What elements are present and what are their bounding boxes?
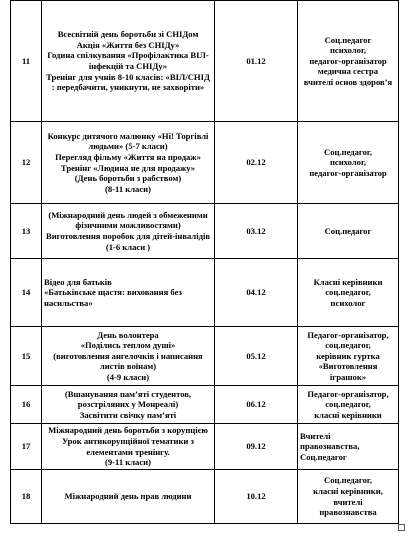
event-date: 01.12: [215, 1, 298, 122]
responsible-persons: Соц.педагог: [298, 204, 399, 259]
table-row: [11, 122, 399, 204]
event-description: Міжнародний день боротьби з корупцією Урок антикорупційної тематики з елементами тренінгу. (9-11 класи): [42, 424, 215, 470]
table-row: [11, 470, 399, 524]
responsible-persons: Соц.педагог психолог, педагог-організатор медична сестра вчителі основ здоров’я: [298, 1, 399, 122]
table-row: [11, 1, 399, 122]
row-number: 15: [11, 327, 42, 386]
event-description: (Міжнародний день людей з обмеженими фізичними можливостями) Виготовлення поробок для дітей-інвалідів (1-6 класи ): [42, 204, 215, 259]
event-description: Відео для батьків «Батьківське щастя: виховання без насильства»: [42, 259, 215, 327]
event-description: Всесвітній день боротьби зі СНІДом Акція «Життя без СНІДу» Година спілкування «Профілактика ВІЛ-інфекцій та СНІДу» Тренінг для учнів 8-10 класів: «ВІЛ/СНІД : передбачити, уникнути, не захворіти»: [42, 1, 215, 122]
event-description: Конкурс дитячого малюнку «Ні! Торгівлі людьми» (5-7 класи) Перегляд фільму «Життя на продаж» Тренінг «Людина не для продажу» (День боротьби з рабством) (8-11 класи): [42, 122, 215, 204]
row-number: 12: [11, 122, 42, 204]
responsible-persons: Соц.педагог, класні керівники, вчителі правознавства: [298, 470, 399, 524]
event-date: 05.12: [215, 327, 298, 386]
row-number: 14: [11, 259, 42, 327]
event-date: 10.12: [215, 470, 298, 524]
paragraph-end-mark: [398, 524, 405, 531]
table-row: [11, 204, 399, 259]
event-description: Міжнародний день прав людини: [42, 470, 215, 524]
table-row: [11, 386, 399, 424]
event-description: (Вшанування пам’яті студентов, розстріляних у Монреалі) Засвітити свічку пам’яті: [42, 386, 215, 424]
responsible-persons: Класні керівники соц.педагог, психолог: [298, 259, 399, 327]
table-row: [11, 424, 399, 470]
table-row: [11, 259, 399, 327]
event-date: 06.12: [215, 386, 298, 424]
event-date: 04.12: [215, 259, 298, 327]
row-number: 18: [11, 470, 42, 524]
responsible-persons: Соц.педагог, психолог, педагог-організатор: [298, 122, 399, 204]
row-number: 16: [11, 386, 42, 424]
table-row: [11, 327, 399, 386]
row-number: 13: [11, 204, 42, 259]
responsible-persons: Педагог-організатор, соц.педагог, керівник гуртка «Виготовлення іграшок»: [298, 327, 399, 386]
event-date: 03.12: [215, 204, 298, 259]
event-date: 02.12: [215, 122, 298, 204]
event-date: 09.12: [215, 424, 298, 470]
responsible-persons: Вчителі правознавства, Соц.педагог: [298, 424, 399, 470]
row-number: 11: [11, 1, 42, 122]
event-description: День волонтера «Поділись теплом душі» (виготовлення ангелочків і написання листів воїнам) (4-9 класи): [42, 327, 215, 386]
events-table: [10, 0, 399, 524]
row-number: 17: [11, 424, 42, 470]
responsible-persons: Педагог-організатор, соц.педагог, класні керівники: [298, 386, 399, 424]
